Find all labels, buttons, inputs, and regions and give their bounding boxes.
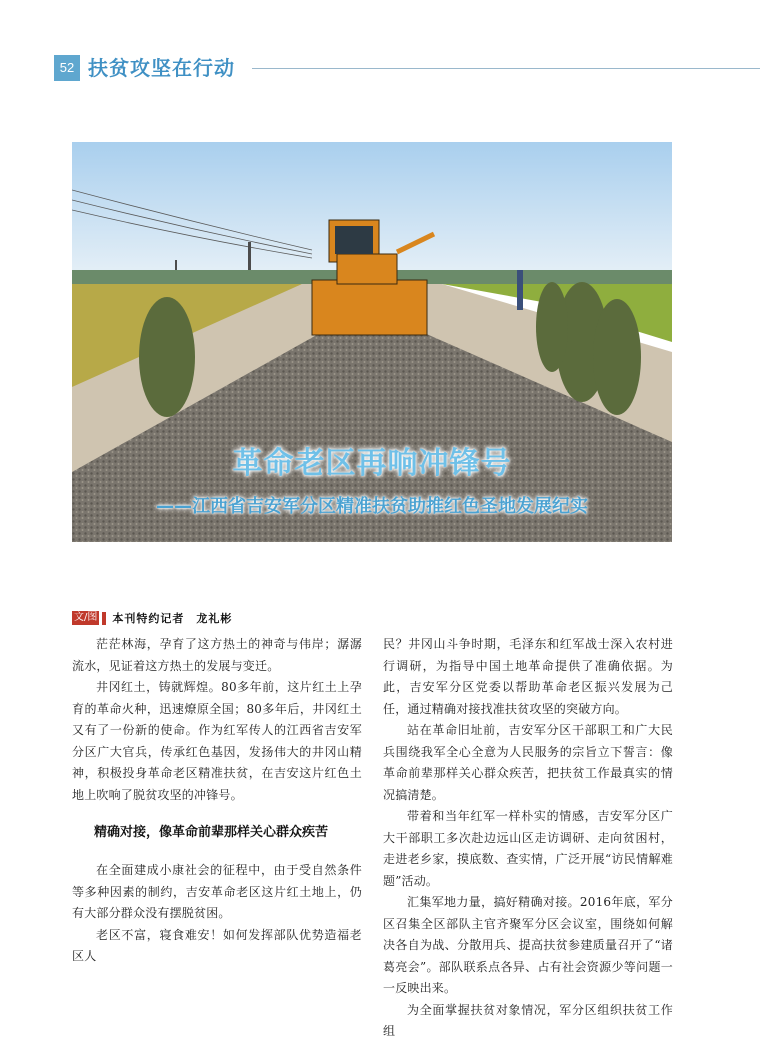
paragraph: 带着和当年红军一样朴实的情感，吉安军分区广大干部职工多次赴边远山区走访调研、走向贫困村，走进老乡家，摸底数、查实情，广泛开展“访民情解难题”活动。: [383, 809, 673, 888]
header-divider: [252, 68, 760, 69]
byline: [72, 610, 232, 626]
page-number: 52: [54, 55, 80, 81]
paragraph-continuation: 民？井冈山斗争时期，毛泽东和红军战士深入农村进行调研，为指导中国土地革命提供了准确依据。为此，吉安军分区党委以帮助革命老区振兴发展为己任，通过精确对接找准扶贫攻坚的突破方向。: [383, 637, 673, 716]
photo-headline: 革命老区再响冲锋号: [232, 446, 512, 481]
road-construction-photo: [72, 142, 672, 542]
byline-tag: 文/图: [74, 612, 98, 623]
paragraph: 汇集军地力量，搞好精确对接。2016年底，军分区召集全区部队主官齐聚军分区会议室，围绕如何解决各自为战、分散用兵、提高扶贫参建质量召开了“诸葛亮会”。部队联系点各异、占有社会资源少等问题一一反映出来。: [383, 895, 673, 995]
paragraph: 老区不富，寝食难安！如何发挥部队优势造福老区人: [72, 927, 362, 963]
paragraph: 站在革命旧址前，吉安军分区干部职工和广大民兵围绕我军全心全意为人民服务的宗旨立下誓言：像革命前辈那样关心群众疾苦，把扶贫工作最真实的情况搞清楚。: [383, 723, 673, 802]
feature-photo: [72, 142, 672, 542]
article-column-right: [383, 634, 673, 1043]
paragraph: 茫茫林海，孕育了这方热土的神奇与伟岸；潺潺流水，见证着这方热土的发展与变迁。: [72, 637, 362, 673]
paragraph: 为全面掌握扶贫对象情况，军分区组织扶贫工作组: [383, 1002, 673, 1038]
section-title: 扶贫攻坚在行动: [88, 56, 235, 80]
paragraph: 在全面建成小康社会的征程中，由于受自然条件等多种因素的制约，吉安革命老区这片红土地上，仍有大部分群众没有摆脱贫困。: [72, 863, 362, 920]
article-column-left: [72, 634, 362, 968]
paragraph: 井冈红土，铸就辉煌。80多年前，这片红土上孕育的革命火种，迅速燎原全国；80多年后，井冈红土又有了一份新的使命。作为红军传人的江西省吉安军分区广大官兵，传承红色基因，发扬伟大的井冈山精神，积极投身革命老区精准扶贫，在吉安这片红色土地上吹响了脱贫攻坚的冲锋号。: [72, 680, 362, 802]
photo-subheadline: ——江西省吉安军分区精准扶贫助推红色圣地发展纪实: [156, 496, 588, 517]
byline-divider: [102, 612, 106, 625]
page-header: [54, 55, 760, 81]
section-heading: 精确对接，像革命前辈那样关心群众疾苦: [94, 825, 329, 840]
byline-author: 本刊特约记者 龙礼彬: [112, 612, 233, 625]
